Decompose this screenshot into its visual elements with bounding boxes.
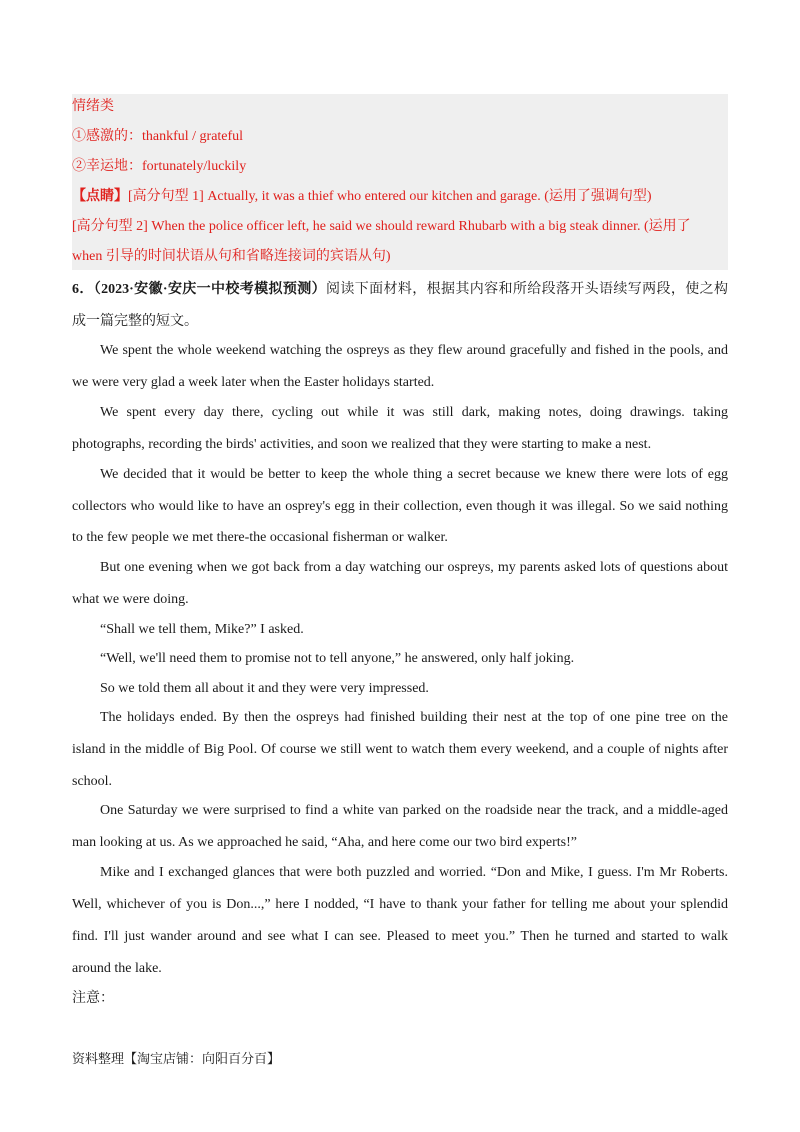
passage-line: “Well, we'll need them to promise not to tell anyone,” he answered, only half joking.: [100, 651, 575, 666]
passage-line: We spent the whole weekend watching the ospreys as they flew around gracefully and fished in the pools, and: [100, 343, 728, 358]
passage-line: But one evening when we got back from a day watching our ospreys, my parents asked lots of questions about: [100, 560, 728, 575]
question-line-2: 成一篇完整的短文。: [72, 314, 198, 329]
passage-line: to the few people we met there-the occasional fisherman or walker.: [72, 530, 448, 545]
passage-line: The holidays ended. By then the ospreys had finished building their nest at the top of one pine tree on the: [100, 710, 728, 725]
passage-line: find. I'll just wander around and see what I can see. Pleased to meet you.” Then he turned and started to walk: [72, 929, 728, 944]
highlight-box: [72, 94, 728, 270]
passage-line: So we told them all about it and they were very impressed.: [100, 681, 429, 696]
box-heading: 情绪类: [72, 99, 114, 114]
note-line-3: when 引导的时间状语从句和省略连接词的宾语从句): [72, 249, 391, 264]
passage-line: school.: [72, 774, 113, 789]
question-line-1: [72, 281, 728, 299]
note-line-2: [高分句型 2] When the police officer left, he said we should reward Rhubarb with a big steak dinner. (运用了: [72, 219, 691, 234]
passage-line: One Saturday we were surprised to find a white van parked on the roadside near the track, and a middle-aged: [100, 803, 728, 818]
passage-line: We decided that it would be better to keep the whole thing a secret because we knew there were lots of egg: [100, 467, 728, 482]
passage-line: man looking at us. As we approached he said, “Aha, and here come our two bird experts!”: [72, 835, 578, 850]
note-bracket: 【点睛】: [72, 189, 128, 204]
passage-line: “Shall we tell them, Mike?” I asked.: [100, 622, 304, 637]
question-instruction: 阅读下面材料，根据其内容和所给段落开头语续写两段，使之构: [326, 282, 729, 297]
note-line-1: [72, 188, 652, 206]
box-item-1: ①感激的：thankful / grateful: [72, 129, 244, 144]
passage-line: Well, whichever of you is Don...,” here I nodded, “I have to thank your father for telling me about your splendid: [72, 897, 728, 912]
passage-line: collectors who would like to have an osprey's egg in their collection, even though it was illegal. So we said nothing: [72, 499, 728, 514]
box-item-2: ②幸运地：fortunately/luckily: [72, 159, 247, 174]
passage-line: photographs, recording the birds' activities, and soon we realized that they were starting to make a nest.: [72, 437, 652, 452]
footer-text: 资料整理【淘宝店铺：向阳百分百】: [72, 1051, 281, 1066]
passage-line: we were very glad a week later when the Easter holidays started.: [72, 375, 435, 390]
note-label: 注意：: [72, 991, 114, 1006]
passage-line: what we were doing.: [72, 592, 189, 607]
passage-line: Mike and I exchanged glances that were both puzzled and worried. “Don and Mike, I guess. I'm Mr Roberts.: [100, 865, 728, 880]
question-number: 6．: [72, 282, 94, 297]
note-1-text: [高分句型 1] Actually, it was a thief who entered our kitchen and garage. (运用了强调句型): [128, 189, 652, 204]
passage-line: island in the middle of Big Pool. Of course we still went to watch them every weekend, and a couple of nights after: [72, 742, 728, 757]
passage-line: We spent every day there, cycling out while it was still dark, making notes, doing drawings. taking: [100, 405, 728, 420]
passage-line: around the lake.: [72, 961, 162, 976]
question-source: （2023·安徽·安庆一中校考模拟预测）: [93, 282, 327, 297]
